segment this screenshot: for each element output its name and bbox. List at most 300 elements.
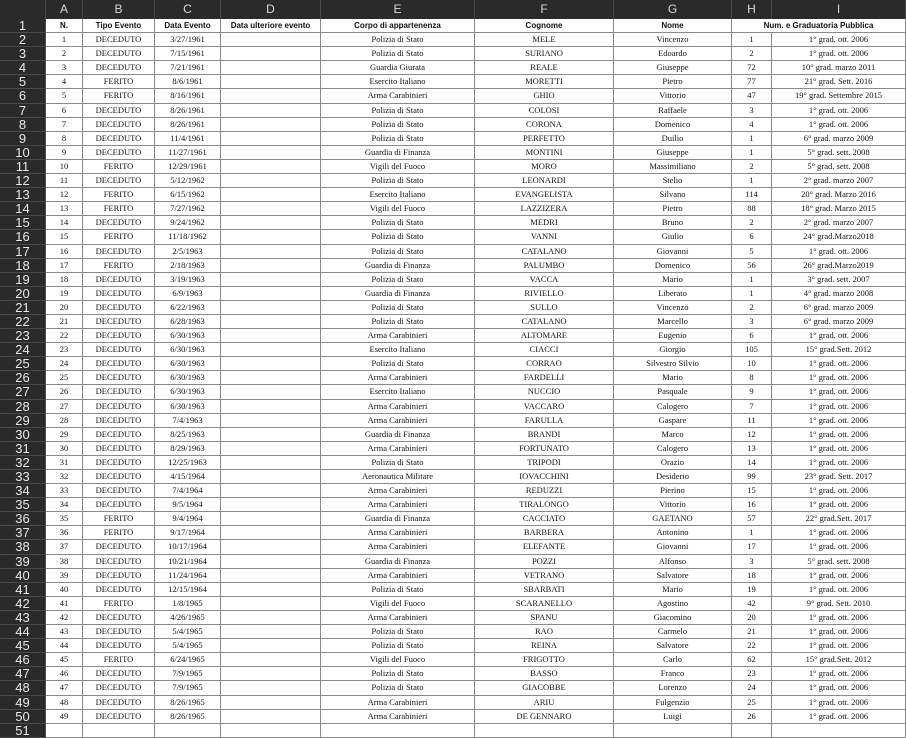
row-header[interactable]: 35 <box>0 498 46 512</box>
cell-nome[interactable]: Gaspare <box>614 414 732 427</box>
cell-tipo-evento[interactable]: DECEDUTO <box>83 555 155 568</box>
row-header[interactable]: 1 <box>0 19 46 33</box>
cell-num[interactable]: 99 <box>732 470 772 483</box>
cell-num[interactable]: 1 <box>732 287 772 300</box>
row-header[interactable]: 31 <box>0 442 46 456</box>
cell-corpo[interactable]: Guardia di Finanza <box>321 146 475 159</box>
cell-cognome[interactable]: REINA <box>475 639 614 652</box>
cell-corpo[interactable]: Vigili del Fuoco <box>321 653 475 666</box>
cell-nome[interactable]: Liberato <box>614 287 732 300</box>
cell-tipo-evento[interactable]: DECEDUTO <box>83 484 155 497</box>
cell-nome[interactable]: Mario <box>614 583 732 596</box>
cell-nome[interactable]: Carmelo <box>614 625 732 638</box>
column-header-d[interactable]: D <box>221 0 321 19</box>
cell-num[interactable]: 6 <box>732 230 772 243</box>
cell-data-ulteriore[interactable] <box>221 329 321 342</box>
cell-cognome[interactable]: SURIANO <box>475 47 614 60</box>
header-n[interactable]: N. <box>46 19 83 32</box>
cell-cognome[interactable]: MEDRI <box>475 216 614 229</box>
cell-tipo-evento[interactable]: DECEDUTO <box>83 710 155 723</box>
cell-tipo-evento[interactable]: FERITO <box>83 188 155 201</box>
cell-data-evento[interactable]: 4/26/1965 <box>155 611 221 624</box>
cell-data-ulteriore[interactable] <box>221 569 321 582</box>
cell-n[interactable]: 18 <box>46 273 83 286</box>
row-header[interactable]: 23 <box>0 329 46 343</box>
cell-data-evento[interactable]: 8/26/1961 <box>155 104 221 117</box>
cell-graduatoria[interactable]: 6° grad. marzo 2009 <box>772 301 906 314</box>
cell-data-evento[interactable]: 6/28/1963 <box>155 315 221 328</box>
cell-n[interactable]: 5 <box>46 89 83 102</box>
cell-data-evento[interactable]: 8/26/1965 <box>155 696 221 709</box>
cell-graduatoria[interactable]: 1° grad. ott. 2006 <box>772 583 906 596</box>
cell-num[interactable]: 42 <box>732 597 772 610</box>
row-header[interactable]: 30 <box>0 428 46 442</box>
cell-tipo-evento[interactable]: DECEDUTO <box>83 104 155 117</box>
row-header[interactable]: 16 <box>0 230 46 244</box>
cell-cognome[interactable]: MORO <box>475 160 614 173</box>
cell-num[interactable]: 24 <box>732 681 772 694</box>
cell-data-evento[interactable]: 7/4/1963 <box>155 414 221 427</box>
cell-data-ulteriore[interactable] <box>221 146 321 159</box>
cell-corpo[interactable]: Arma Carabinieri <box>321 696 475 709</box>
cell-graduatoria[interactable]: 21° grad. Sett. 2016 <box>772 75 906 88</box>
cell-corpo[interactable] <box>321 724 475 737</box>
cell-corpo[interactable]: Esercito Italiano <box>321 385 475 398</box>
header-data-ulteriore[interactable]: Data ulteriore evento <box>221 19 321 32</box>
cell-nome[interactable]: Eugenio <box>614 329 732 342</box>
cell-tipo-evento[interactable]: DECEDUTO <box>83 245 155 258</box>
row-header[interactable]: 22 <box>0 315 46 329</box>
cell-n[interactable]: 38 <box>46 555 83 568</box>
cell-num[interactable]: 1 <box>732 132 772 145</box>
cell-tipo-evento[interactable]: DECEDUTO <box>83 118 155 131</box>
cell-tipo-evento[interactable]: DECEDUTO <box>83 569 155 582</box>
cell-graduatoria[interactable]: 1° grad. ott. 2006 <box>772 540 906 553</box>
cell-n[interactable]: 11 <box>46 174 83 187</box>
select-all-corner[interactable] <box>0 0 46 19</box>
cell-graduatoria[interactable]: 20° grad. Marzo 2016 <box>772 188 906 201</box>
cell-cognome[interactable]: MONTINI <box>475 146 614 159</box>
cell-num[interactable]: 5 <box>732 245 772 258</box>
cell-num[interactable]: 77 <box>732 75 772 88</box>
row-header[interactable]: 45 <box>0 639 46 653</box>
cell-corpo[interactable]: Polizia di Stato <box>321 47 475 60</box>
cell-data-evento[interactable]: 8/25/1963 <box>155 428 221 441</box>
cell-tipo-evento[interactable]: DECEDUTO <box>83 174 155 187</box>
cell-data-ulteriore[interactable] <box>221 61 321 74</box>
cell-num[interactable]: 1 <box>732 526 772 539</box>
row-header[interactable]: 6 <box>0 89 46 103</box>
cell-num[interactable]: 25 <box>732 696 772 709</box>
cell-graduatoria[interactable]: 1° grad. ott. 2006 <box>772 414 906 427</box>
cell-tipo-evento[interactable]: DECEDUTO <box>83 287 155 300</box>
cell-cognome[interactable]: VACCARO <box>475 400 614 413</box>
cell-cognome[interactable]: PERFETTO <box>475 132 614 145</box>
cell-data-ulteriore[interactable] <box>221 456 321 469</box>
cell-nome[interactable]: Silvestro Silvio <box>614 357 732 370</box>
cell-data-evento[interactable]: 6/22/1963 <box>155 301 221 314</box>
row-header[interactable]: 12 <box>0 174 46 188</box>
row-header[interactable]: 14 <box>0 202 46 216</box>
cell-corpo[interactable]: Guardia di Finanza <box>321 555 475 568</box>
cell-cognome[interactable]: FARDELLI <box>475 371 614 384</box>
row-header[interactable]: 11 <box>0 160 46 174</box>
cell-graduatoria[interactable]: 1° grad. ott. 2006 <box>772 245 906 258</box>
cell-num[interactable]: 26 <box>732 710 772 723</box>
cell-corpo[interactable]: Arma Carabinieri <box>321 414 475 427</box>
cell-nome[interactable]: Massimiliano <box>614 160 732 173</box>
cell-cognome[interactable]: PALUMBO <box>475 259 614 272</box>
cell-corpo[interactable]: Arma Carabinieri <box>321 371 475 384</box>
cell-data-ulteriore[interactable] <box>221 216 321 229</box>
cell-nome[interactable]: Franco <box>614 667 732 680</box>
cell-graduatoria[interactable]: 1° grad. ott. 2006 <box>772 428 906 441</box>
cell-corpo[interactable]: Guardia Giurata <box>321 61 475 74</box>
cell-nome[interactable]: Edoardo <box>614 47 732 60</box>
cell-data-evento[interactable]: 5/12/1962 <box>155 174 221 187</box>
row-header[interactable]: 33 <box>0 470 46 484</box>
column-header-c[interactable]: C <box>155 0 221 19</box>
row-header[interactable]: 8 <box>0 118 46 132</box>
header-graduatoria[interactable]: Num. e Graduatoria Pubblica <box>732 19 906 32</box>
cell-data-ulteriore[interactable] <box>221 132 321 145</box>
cell-cognome[interactable]: TRIPODI <box>475 456 614 469</box>
cell-cognome[interactable]: CACCIATO <box>475 512 614 525</box>
cell-data-evento[interactable]: 6/24/1965 <box>155 653 221 666</box>
cell-data-evento[interactable]: 8/26/1965 <box>155 710 221 723</box>
cell-data-ulteriore[interactable] <box>221 597 321 610</box>
cell-data-evento[interactable]: 8/29/1963 <box>155 442 221 455</box>
row-header[interactable]: 40 <box>0 569 46 583</box>
cell-graduatoria[interactable]: 1° grad. ott. 2006 <box>772 667 906 680</box>
cell-n[interactable]: 10 <box>46 160 83 173</box>
cell-tipo-evento[interactable]: DECEDUTO <box>83 625 155 638</box>
cell-data-ulteriore[interactable] <box>221 400 321 413</box>
row-header[interactable]: 28 <box>0 400 46 414</box>
cell-tipo-evento[interactable]: FERITO <box>83 160 155 173</box>
cell-num[interactable]: 21 <box>732 625 772 638</box>
cell-data-ulteriore[interactable] <box>221 414 321 427</box>
cell-data-ulteriore[interactable] <box>221 512 321 525</box>
cell-data-ulteriore[interactable] <box>221 470 321 483</box>
cell-nome[interactable]: Calogero <box>614 400 732 413</box>
cell-cognome[interactable]: MORETTI <box>475 75 614 88</box>
cell-data-evento[interactable]: 9/24/1962 <box>155 216 221 229</box>
cell-n[interactable]: 1 <box>46 33 83 46</box>
cell-graduatoria[interactable]: 19° grad. Settembre 2015 <box>772 89 906 102</box>
cell-cognome[interactable]: ELEFANTE <box>475 540 614 553</box>
row-header[interactable]: 51 <box>0 724 46 738</box>
cell-cognome[interactable]: TIRALONGO <box>475 498 614 511</box>
cell-num[interactable]: 3 <box>732 315 772 328</box>
cell-cognome[interactable]: BARBERA <box>475 526 614 539</box>
cell-graduatoria[interactable]: 6° grad. marzo 2009 <box>772 132 906 145</box>
cell-data-evento[interactable]: 5/4/1965 <box>155 639 221 652</box>
cell-num[interactable]: 15 <box>732 484 772 497</box>
cell-data-evento[interactable]: 6/30/1963 <box>155 357 221 370</box>
cell-n[interactable]: 47 <box>46 681 83 694</box>
cell-corpo[interactable]: Arma Carabinieri <box>321 526 475 539</box>
cell-num[interactable]: 56 <box>732 259 772 272</box>
cell-cognome[interactable]: ARIU <box>475 696 614 709</box>
cell-corpo[interactable]: Arma Carabinieri <box>321 400 475 413</box>
cell-cognome[interactable]: SCARANELLO <box>475 597 614 610</box>
cell-data-evento[interactable]: 8/6/1961 <box>155 75 221 88</box>
cell-n[interactable]: 16 <box>46 245 83 258</box>
cell-num[interactable]: 6 <box>732 329 772 342</box>
cell-data-evento[interactable]: 12/15/1964 <box>155 583 221 596</box>
cell-num[interactable]: 10 <box>732 357 772 370</box>
cell-graduatoria[interactable]: 18° grad. Marzo 2015 <box>772 202 906 215</box>
row-header[interactable]: 17 <box>0 245 46 259</box>
cell-num[interactable]: 47 <box>732 89 772 102</box>
cell-nome[interactable]: Alfonso <box>614 555 732 568</box>
cell-data-evento[interactable]: 4/15/1964 <box>155 470 221 483</box>
cell-tipo-evento[interactable]: DECEDUTO <box>83 216 155 229</box>
column-header-g[interactable]: G <box>614 0 732 19</box>
cell-data-evento[interactable] <box>155 724 221 737</box>
cell-n[interactable]: 35 <box>46 512 83 525</box>
cell-data-ulteriore[interactable] <box>221 230 321 243</box>
cell-corpo[interactable]: Esercito Italiano <box>321 75 475 88</box>
cell-n[interactable]: 37 <box>46 540 83 553</box>
cell-nome[interactable]: Vincenzo <box>614 301 732 314</box>
cell-n[interactable]: 27 <box>46 400 83 413</box>
cell-graduatoria[interactable]: 1° grad. ott. 2006 <box>772 639 906 652</box>
cell-cognome[interactable]: EVANGELISTA <box>475 188 614 201</box>
cell-data-evento[interactable]: 3/27/1961 <box>155 33 221 46</box>
cell-graduatoria[interactable]: 1° grad. ott. 2006 <box>772 118 906 131</box>
cell-data-evento[interactable]: 11/24/1964 <box>155 569 221 582</box>
column-header-e[interactable]: E <box>321 0 475 19</box>
cell-corpo[interactable]: Arma Carabinieri <box>321 710 475 723</box>
cell-corpo[interactable]: Polizia di Stato <box>321 132 475 145</box>
cell-graduatoria[interactable]: 5° grad. sett. 2008 <box>772 555 906 568</box>
cell-n[interactable]: 30 <box>46 442 83 455</box>
cell-graduatoria[interactable]: 1° grad. ott. 2006 <box>772 357 906 370</box>
cell-nome[interactable]: Domenico <box>614 118 732 131</box>
cell-nome[interactable]: Giacomino <box>614 611 732 624</box>
cell-n[interactable]: 2 <box>46 47 83 60</box>
cell-data-ulteriore[interactable] <box>221 540 321 553</box>
cell-graduatoria[interactable]: 1° grad. ott. 2006 <box>772 33 906 46</box>
cell-n[interactable]: 20 <box>46 301 83 314</box>
cell-cognome[interactable]: FARULLA <box>475 414 614 427</box>
cell-data-ulteriore[interactable] <box>221 315 321 328</box>
cell-n[interactable]: 32 <box>46 470 83 483</box>
cell-nome[interactable]: Giulio <box>614 230 732 243</box>
cell-corpo[interactable]: Polizia di Stato <box>321 583 475 596</box>
cell-nome[interactable]: Vittorio <box>614 89 732 102</box>
cell-data-ulteriore[interactable] <box>221 484 321 497</box>
cell-corpo[interactable]: Arma Carabinieri <box>321 498 475 511</box>
cell-tipo-evento[interactable]: DECEDUTO <box>83 414 155 427</box>
cell-num[interactable]: 14 <box>732 456 772 469</box>
cell-nome[interactable]: Mario <box>614 371 732 384</box>
cell-graduatoria[interactable]: 1° grad. ott. 2006 <box>772 442 906 455</box>
cell-corpo[interactable]: Polizia di Stato <box>321 667 475 680</box>
column-header-a[interactable]: A <box>46 0 83 19</box>
row-header[interactable]: 34 <box>0 484 46 498</box>
cell-n[interactable]: 15 <box>46 230 83 243</box>
row-header[interactable]: 13 <box>0 188 46 202</box>
cell-graduatoria[interactable]: 1° grad. ott. 2006 <box>772 385 906 398</box>
cell-corpo[interactable]: Polizia di Stato <box>321 639 475 652</box>
cell-tipo-evento[interactable]: DECEDUTO <box>83 611 155 624</box>
cell-data-evento[interactable]: 11/27/1961 <box>155 146 221 159</box>
cell-nome[interactable]: Lorenzo <box>614 681 732 694</box>
row-header[interactable]: 15 <box>0 216 46 230</box>
cell-corpo[interactable]: Polizia di Stato <box>321 681 475 694</box>
cell-data-evento[interactable]: 8/16/1961 <box>155 89 221 102</box>
cell-nome[interactable]: Giovanni <box>614 540 732 553</box>
cell-cognome[interactable]: REALE <box>475 61 614 74</box>
cell-nome[interactable]: Stelio <box>614 174 732 187</box>
cell-tipo-evento[interactable]: FERITO <box>83 653 155 666</box>
row-header[interactable]: 43 <box>0 611 46 625</box>
cell-n[interactable]: 12 <box>46 188 83 201</box>
cell-data-ulteriore[interactable] <box>221 724 321 737</box>
cell-data-evento[interactable]: 7/21/1961 <box>155 61 221 74</box>
cell-data-ulteriore[interactable] <box>221 160 321 173</box>
cell-graduatoria[interactable]: 1° grad. ott. 2006 <box>772 696 906 709</box>
cell-graduatoria[interactable]: 23° grad. Sett. 2017 <box>772 470 906 483</box>
cell-cognome[interactable]: COLOSI <box>475 104 614 117</box>
cell-n[interactable]: 25 <box>46 371 83 384</box>
cell-data-evento[interactable]: 7/9/1965 <box>155 667 221 680</box>
row-header[interactable]: 46 <box>0 653 46 667</box>
cell-corpo[interactable]: Vigili del Fuoco <box>321 202 475 215</box>
cell-corpo[interactable]: Guardia di Finanza <box>321 512 475 525</box>
cell-data-evento[interactable]: 5/4/1965 <box>155 625 221 638</box>
cell-data-ulteriore[interactable] <box>221 273 321 286</box>
cell-nome[interactable]: Salvatore <box>614 569 732 582</box>
cell-graduatoria[interactable]: 1° grad. ott. 2006 <box>772 484 906 497</box>
cell-data-evento[interactable]: 6/30/1963 <box>155 385 221 398</box>
cell-tipo-evento[interactable]: FERITO <box>83 75 155 88</box>
cell-num[interactable]: 2 <box>732 301 772 314</box>
cell-data-ulteriore[interactable] <box>221 498 321 511</box>
cell-corpo[interactable]: Guardia di Finanza <box>321 428 475 441</box>
cell-data-evento[interactable]: 6/30/1963 <box>155 343 221 356</box>
cell-data-evento[interactable]: 9/17/1964 <box>155 526 221 539</box>
row-header[interactable]: 25 <box>0 357 46 371</box>
cell-nome[interactable]: Pierino <box>614 484 732 497</box>
cell-cognome[interactable]: REDUZZI <box>475 484 614 497</box>
cell-data-evento[interactable]: 10/21/1964 <box>155 555 221 568</box>
row-header[interactable]: 36 <box>0 512 46 526</box>
cell-n[interactable]: 9 <box>46 146 83 159</box>
cell-data-ulteriore[interactable] <box>221 710 321 723</box>
cell-data-evento[interactable]: 7/9/1965 <box>155 681 221 694</box>
cell-corpo[interactable]: Arma Carabinieri <box>321 89 475 102</box>
row-header[interactable]: 20 <box>0 287 46 301</box>
cell-n[interactable]: 8 <box>46 132 83 145</box>
cell-nome[interactable]: Luigi <box>614 710 732 723</box>
cell-data-ulteriore[interactable] <box>221 89 321 102</box>
cell-graduatoria[interactable]: 3° grad. sett. 2007 <box>772 273 906 286</box>
cell-corpo[interactable]: Vigili del Fuoco <box>321 597 475 610</box>
cell-cognome[interactable]: IOVACCHINI <box>475 470 614 483</box>
cell-data-evento[interactable]: 7/27/1962 <box>155 202 221 215</box>
cell-corpo[interactable]: Arma Carabinieri <box>321 329 475 342</box>
cell-nome[interactable]: Carlo <box>614 653 732 666</box>
cell-data-ulteriore[interactable] <box>221 371 321 384</box>
cell-nome[interactable]: Vincenzo <box>614 33 732 46</box>
cell-cognome[interactable]: BRANDI <box>475 428 614 441</box>
cell-tipo-evento[interactable]: DECEDUTO <box>83 371 155 384</box>
cell-num[interactable]: 17 <box>732 540 772 553</box>
cell-tipo-evento[interactable]: DECEDUTO <box>83 498 155 511</box>
cell-graduatoria[interactable]: 1° grad. ott. 2006 <box>772 498 906 511</box>
cell-nome[interactable]: Domenico <box>614 259 732 272</box>
cell-data-ulteriore[interactable] <box>221 259 321 272</box>
cell-graduatoria[interactable]: 15° grad.Sett. 2012 <box>772 343 906 356</box>
cell-cognome[interactable]: GIACOBBE <box>475 681 614 694</box>
cell-graduatoria[interactable]: 1° grad. ott. 2006 <box>772 526 906 539</box>
cell-n[interactable]: 33 <box>46 484 83 497</box>
cell-num[interactable]: 72 <box>732 61 772 74</box>
cell-data-ulteriore[interactable] <box>221 104 321 117</box>
cell-data-evento[interactable]: 11/18/1962 <box>155 230 221 243</box>
cell-tipo-evento[interactable]: FERITO <box>83 230 155 243</box>
cell-cognome[interactable]: LEONARDI <box>475 174 614 187</box>
cell-corpo[interactable]: Esercito Italiano <box>321 188 475 201</box>
cell-data-ulteriore[interactable] <box>221 301 321 314</box>
cell-n[interactable]: 41 <box>46 597 83 610</box>
cell-corpo[interactable]: Polizia di Stato <box>321 273 475 286</box>
column-header-h[interactable]: H <box>732 0 772 19</box>
cell-num[interactable]: 4 <box>732 118 772 131</box>
cell-tipo-evento[interactable]: DECEDUTO <box>83 400 155 413</box>
cell-data-ulteriore[interactable] <box>221 33 321 46</box>
row-header[interactable]: 42 <box>0 597 46 611</box>
cell-data-ulteriore[interactable] <box>221 583 321 596</box>
cell-n[interactable]: 17 <box>46 259 83 272</box>
column-header-b[interactable]: B <box>83 0 155 19</box>
cell-num[interactable] <box>732 724 772 737</box>
cell-tipo-evento[interactable]: DECEDUTO <box>83 329 155 342</box>
row-header[interactable]: 7 <box>0 104 46 118</box>
cell-tipo-evento[interactable]: DECEDUTO <box>83 273 155 286</box>
cell-corpo[interactable]: Polizia di Stato <box>321 104 475 117</box>
cell-n[interactable]: 3 <box>46 61 83 74</box>
cell-data-evento[interactable]: 9/5/1964 <box>155 498 221 511</box>
cell-tipo-evento[interactable]: DECEDUTO <box>83 456 155 469</box>
cell-n[interactable]: 39 <box>46 569 83 582</box>
cell-nome[interactable]: Giuseppe <box>614 146 732 159</box>
cell-corpo[interactable]: Arma Carabinieri <box>321 484 475 497</box>
row-header[interactable]: 41 <box>0 583 46 597</box>
cell-data-evento[interactable]: 7/4/1964 <box>155 484 221 497</box>
row-header[interactable]: 3 <box>0 47 46 61</box>
cell-nome[interactable]: Pasquale <box>614 385 732 398</box>
cell-num[interactable]: 7 <box>732 400 772 413</box>
cell-corpo[interactable]: Polizia di Stato <box>321 216 475 229</box>
cell-data-ulteriore[interactable] <box>221 681 321 694</box>
cell-tipo-evento[interactable]: DECEDUTO <box>83 61 155 74</box>
row-header[interactable]: 48 <box>0 681 46 695</box>
cell-num[interactable]: 11 <box>732 414 772 427</box>
cell-data-ulteriore[interactable] <box>221 696 321 709</box>
cell-num[interactable]: 2 <box>732 160 772 173</box>
cell-n[interactable]: 4 <box>46 75 83 88</box>
cell-cognome[interactable]: SULLO <box>475 301 614 314</box>
cell-num[interactable]: 88 <box>732 202 772 215</box>
cell-num[interactable]: 8 <box>732 371 772 384</box>
cell-n[interactable]: 13 <box>46 202 83 215</box>
cell-data-ulteriore[interactable] <box>221 625 321 638</box>
